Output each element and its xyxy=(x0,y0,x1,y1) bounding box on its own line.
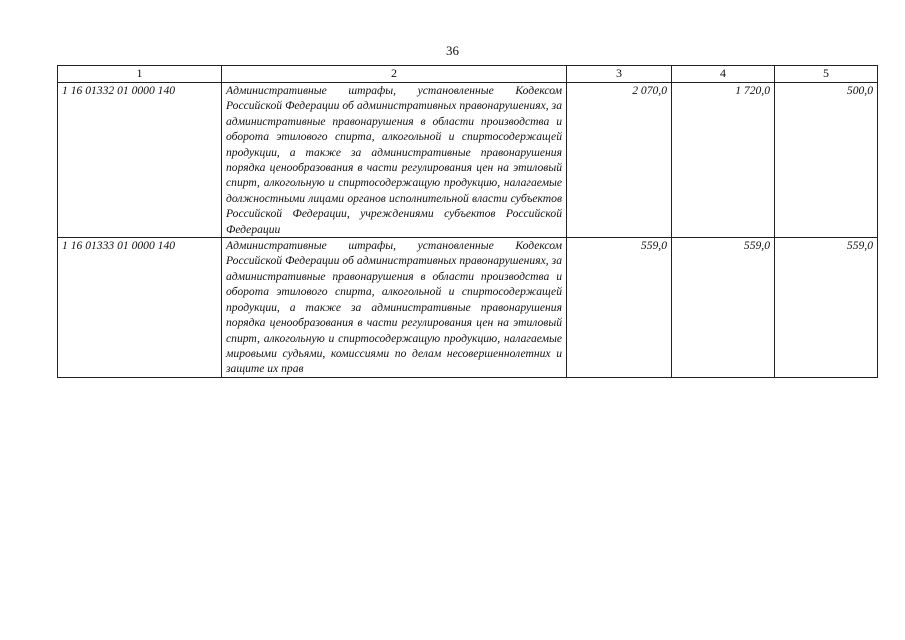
budget-table xyxy=(57,65,878,378)
table-row xyxy=(58,83,878,238)
column-header-2: 2 xyxy=(222,66,567,83)
page-number: 36 xyxy=(446,43,459,58)
value-cell-col4: 559,0 xyxy=(672,238,775,378)
description-cell: Административные штрафы, установленные Кодексом Российской Федерации об административных правонарушениях, за административные правонарушения в области производства и оборота этилового спирта, алкогольной и спиртосодержащей продукции, а также за административные правонарушения порядка ценообразования в части регулирования цен на этиловый спирт, алкогольную и спиртосодержащую продукцию, налагаемые мировыми судьями, комиссиями по делам несовершеннолетних и защите их прав xyxy=(222,238,567,378)
value-cell-col5: 500,0 xyxy=(775,83,878,238)
budget-code-cell: 1 16 01333 01 0000 140 xyxy=(58,238,222,378)
column-header-3: 3 xyxy=(567,66,672,83)
description-cell: Административные штрафы, установленные Кодексом Российской Федерации об административных правонарушениях, за административные правонарушения в области производства и оборота этилового спирта, алкогольной и спиртосодержащей продукции, а также за административные правонарушения порядка ценообразования в части регулирования цен на этиловый спирт, алкогольную и спиртосодержащую продукцию, налагаемые должностными лицами органов исполнительной власти субъектов Российской Федерации, учреждениями субъектов Российской Федерации xyxy=(222,83,567,238)
column-header-1: 1 xyxy=(58,66,222,83)
table-header-row xyxy=(58,66,878,83)
table-row xyxy=(58,238,878,378)
value-cell-col3: 2 070,0 xyxy=(567,83,672,238)
value-cell-col3: 559,0 xyxy=(567,238,672,378)
value-cell-col5: 559,0 xyxy=(775,238,878,378)
budget-code-cell: 1 16 01332 01 0000 140 xyxy=(58,83,222,238)
value-cell-col4: 1 720,0 xyxy=(672,83,775,238)
column-header-4: 4 xyxy=(672,66,775,83)
column-header-5: 5 xyxy=(775,66,878,83)
